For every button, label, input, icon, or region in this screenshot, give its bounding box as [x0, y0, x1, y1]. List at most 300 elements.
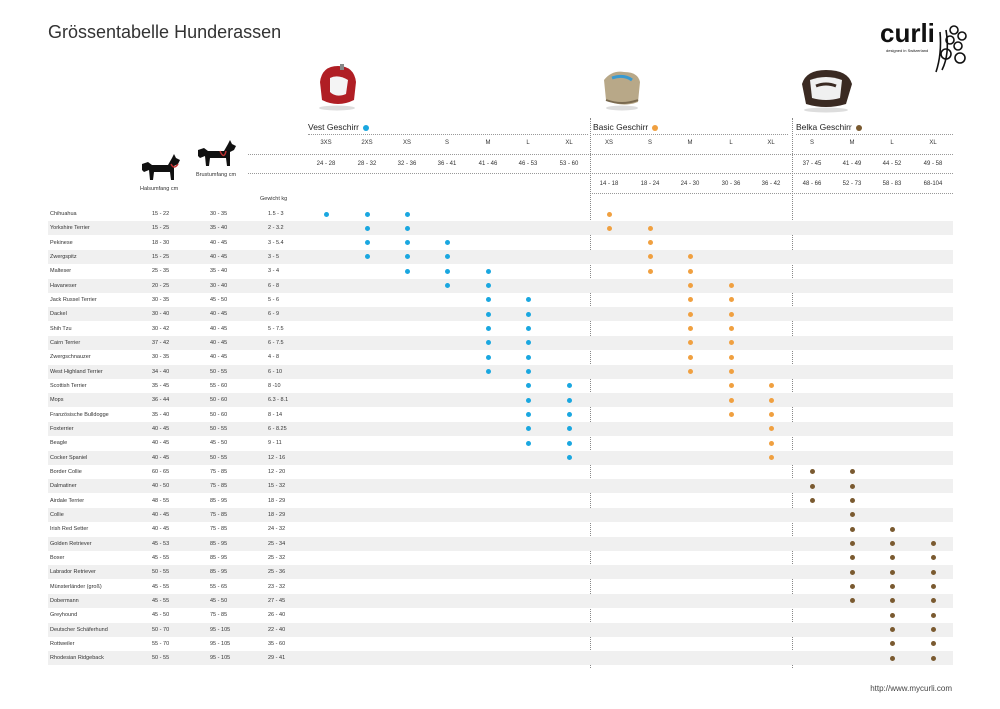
- chest-value: 50 - 60: [210, 411, 228, 418]
- breed-name: Dobermann: [50, 597, 79, 604]
- weight-value: 1.5 - 3: [268, 211, 284, 217]
- table-row: [48, 393, 953, 407]
- weight-value: 35 - 60: [268, 640, 286, 647]
- basic-size-m: M: [687, 140, 693, 146]
- table-row: [48, 451, 953, 465]
- chest-value: 50 - 55: [210, 425, 228, 432]
- chest-value: 40 - 45: [210, 325, 228, 332]
- weight-value: 27 - 45: [268, 597, 286, 604]
- basic-fit-dot: [729, 383, 734, 388]
- chest-value: 55 - 65: [210, 583, 228, 590]
- weight-value: 8 - 14: [268, 411, 283, 418]
- neck-value: 30 - 35: [152, 296, 170, 303]
- vest-title: [308, 122, 369, 132]
- basic-fit-dot: [729, 283, 734, 288]
- weight-value: 6 - 7.5: [268, 339, 284, 346]
- basic-fit-dot: [769, 455, 774, 460]
- vest-fit-dot: [445, 269, 450, 274]
- vest-fit-dot: [486, 312, 491, 317]
- vest-fit-dot: [365, 226, 370, 231]
- vest-harness-image: [312, 60, 362, 112]
- breed-name: Dalmatiner: [50, 483, 77, 490]
- weight-value: 5 - 6: [268, 296, 280, 303]
- belka-size-s: S: [809, 140, 815, 146]
- belka-fit-dot: [850, 484, 855, 489]
- basic-fit-dot: [688, 326, 693, 331]
- vest-range-top: 46 - 53: [518, 161, 538, 167]
- belka-fit-dot: [890, 555, 895, 560]
- header-rule: [796, 134, 953, 135]
- breed-name: Mops: [50, 397, 64, 404]
- vest-title-text: Vest Geschirr: [308, 122, 360, 132]
- curli-logo: [880, 14, 970, 76]
- basic-range-bottom: 30 - 36: [721, 181, 741, 187]
- breed-name: Greyhound: [50, 612, 78, 619]
- basic-size-xs: XS: [604, 140, 614, 146]
- basic-fit-dot: [688, 254, 693, 259]
- table-row: [48, 221, 953, 235]
- neck-value: 45 - 50: [152, 612, 170, 619]
- basic-legend-dot: [652, 125, 658, 131]
- weight-value: 2 - 3.2: [268, 225, 284, 232]
- breed-name: West Highland Terrier: [50, 368, 103, 375]
- belka-fit-dot: [850, 584, 855, 589]
- belka-range-top: 49 - 58: [923, 161, 943, 167]
- header-rule: [593, 134, 788, 135]
- basic-fit-dot: [688, 312, 693, 317]
- vest-size-l: L: [526, 140, 530, 146]
- weight-value: 25 - 36: [268, 569, 286, 576]
- neck-value: 50 - 55: [152, 569, 170, 576]
- breed-name: Golden Retriever: [50, 540, 92, 547]
- header-rule: [248, 154, 953, 155]
- breed-name: Zwergspitz: [50, 253, 77, 260]
- vest-range-top: 28 - 32: [357, 161, 377, 167]
- belka-fit-dot: [890, 570, 895, 575]
- basic-fit-dot: [688, 369, 693, 374]
- vest-legend-dot: [363, 125, 369, 131]
- breed-name: Foxterrier: [50, 425, 74, 432]
- neck-value: 40 - 45: [152, 526, 170, 533]
- weight-value: 12 - 16: [268, 454, 286, 461]
- vest-fit-dot: [567, 441, 572, 446]
- breed-name: Chihuahua: [50, 211, 77, 217]
- basic-fit-dot: [769, 398, 774, 403]
- vest-fit-dot: [526, 340, 531, 345]
- basic-fit-dot: [607, 212, 612, 217]
- basic-fit-dot: [648, 254, 653, 259]
- vest-range-top: 32 - 36: [397, 161, 417, 167]
- vest-fit-dot: [486, 340, 491, 345]
- table-row: [48, 537, 953, 551]
- neck-value: 20 - 25: [152, 282, 170, 289]
- belka-range-bottom: 48 - 66: [802, 181, 822, 187]
- vest-fit-dot: [324, 212, 329, 217]
- vest-size-s: S: [444, 140, 450, 146]
- table-row: [48, 379, 953, 393]
- basic-fit-dot: [729, 312, 734, 317]
- weight-value: 6.3 - 8.1: [268, 397, 289, 404]
- belka-title-text: Belka Geschirr: [796, 122, 852, 132]
- neck-value: 40 - 45: [152, 425, 170, 432]
- breed-name: Shih Tzu: [50, 325, 72, 332]
- table-row: [48, 551, 953, 565]
- vest-fit-dot: [526, 398, 531, 403]
- vest-fit-dot: [486, 283, 491, 288]
- basic-fit-dot: [729, 355, 734, 360]
- breed-name: Cocker Spaniel: [50, 454, 88, 461]
- chest-value: 85 - 95: [210, 540, 228, 547]
- chest-value: 35 - 40: [210, 268, 228, 275]
- neck-value: 25 - 35: [152, 268, 170, 275]
- weight-value: 4 - 8: [268, 354, 280, 361]
- weight-value: 8 -10: [268, 382, 281, 389]
- basic-range-bottom: 14 - 18: [599, 181, 619, 187]
- vest-fit-dot: [445, 240, 450, 245]
- weight-value: 6 - 8: [268, 282, 280, 289]
- table-row: [48, 236, 953, 250]
- table-row: [48, 350, 953, 364]
- vest-fit-dot: [526, 441, 531, 446]
- basic-fit-dot: [688, 283, 693, 288]
- breed-name: Collie: [50, 511, 64, 518]
- vest-fit-dot: [567, 383, 572, 388]
- vest-fit-dot: [486, 326, 491, 331]
- basic-fit-dot: [688, 340, 693, 345]
- table-row: [48, 594, 953, 608]
- basic-range-bottom: 18 - 24: [640, 181, 660, 187]
- chest-value: 95 - 105: [210, 626, 231, 633]
- weight-value: 18 - 29: [268, 497, 286, 504]
- breed-name: Cairn Terrier: [50, 339, 81, 346]
- table-row: [48, 322, 953, 336]
- neck-value: 60 - 65: [152, 468, 170, 475]
- belka-range-top: 44 - 52: [882, 161, 902, 167]
- basic-fit-dot: [688, 297, 693, 302]
- belka-range-top: 37 - 45: [802, 161, 822, 167]
- belka-fit-dot: [890, 527, 895, 532]
- vest-fit-dot: [405, 226, 410, 231]
- neck-value: 45 - 55: [152, 554, 170, 561]
- vest-fit-dot: [526, 369, 531, 374]
- table-row: [48, 608, 953, 622]
- belka-fit-dot: [850, 498, 855, 503]
- basic-size-s: S: [647, 140, 653, 146]
- vest-fit-dot: [526, 383, 531, 388]
- breed-name: Havaneser: [50, 282, 77, 289]
- weight-value: 29 - 41: [268, 655, 286, 662]
- basic-fit-dot: [729, 297, 734, 302]
- basic-fit-dot: [648, 226, 653, 231]
- vest-range-top: 53 - 60: [559, 161, 579, 167]
- header-rule: [590, 193, 953, 194]
- vest-range-top: 24 - 28: [316, 161, 336, 167]
- belka-size-xl: XL: [929, 140, 937, 146]
- belka-fit-dot: [810, 484, 815, 489]
- belka-size-l: L: [890, 140, 894, 146]
- neck-value: 15 - 22: [152, 211, 170, 217]
- chest-value: 95 - 105: [210, 640, 231, 647]
- chest-value: 85 - 95: [210, 497, 228, 504]
- breed-name: Irish Red Setter: [50, 526, 89, 533]
- vest-size-xs: XS: [402, 140, 412, 146]
- breed-name: Scottish Terrier: [50, 382, 87, 389]
- vest-fit-dot: [445, 254, 450, 259]
- vest-fit-dot: [526, 297, 531, 302]
- belka-fit-dot: [931, 613, 936, 618]
- belka-size-m: M: [849, 140, 855, 146]
- vest-fit-dot: [405, 240, 410, 245]
- table-row: [48, 565, 953, 579]
- weight-value: 6 - 8.25: [268, 425, 287, 432]
- belka-fit-dot: [931, 656, 936, 661]
- breed-name: Jack Russel Terrier: [50, 296, 97, 303]
- neck-value: 45 - 55: [152, 583, 170, 590]
- vest-fit-dot: [365, 254, 370, 259]
- chest-value: 40 - 45: [210, 354, 228, 361]
- vest-fit-dot: [445, 283, 450, 288]
- dog-chest-icon: [194, 136, 238, 172]
- breed-name: Labrador Retriever: [50, 569, 96, 576]
- breed-name: Dackel: [50, 311, 67, 318]
- table-row: [48, 422, 953, 436]
- basic-fit-dot: [769, 441, 774, 446]
- belka-fit-dot: [931, 541, 936, 546]
- neck-value: 30 - 42: [152, 325, 170, 332]
- weight-value: 18 - 29: [268, 511, 286, 518]
- table-row: [48, 250, 953, 264]
- vest-fit-dot: [526, 412, 531, 417]
- belka-fit-dot: [890, 584, 895, 589]
- chest-value: 40 - 45: [210, 339, 228, 346]
- dog-neck-icon: [138, 150, 182, 186]
- chest-value: 40 - 45: [210, 239, 228, 246]
- vest-size-3xs: 3XS: [320, 140, 332, 146]
- belka-legend-dot: [856, 125, 862, 131]
- basic-fit-dot: [607, 226, 612, 231]
- neck-value: 34 - 40: [152, 368, 170, 375]
- belka-fit-dot: [890, 613, 895, 618]
- chest-value: 50 - 60: [210, 397, 228, 404]
- neck-value: 40 - 50: [152, 483, 170, 490]
- neck-value: 50 - 55: [152, 655, 170, 662]
- breed-name: Münsterländer (groß): [50, 583, 102, 590]
- table-row: [48, 264, 953, 278]
- table-row: [48, 623, 953, 637]
- belka-fit-dot: [890, 641, 895, 646]
- weight-value: 25 - 34: [268, 540, 286, 547]
- breed-name: Beagle: [50, 440, 68, 447]
- vest-fit-dot: [365, 240, 370, 245]
- breed-name: Französische Bulldogge: [50, 411, 109, 418]
- breed-name: Yorkshire Terrier: [50, 225, 90, 232]
- table-row: [48, 307, 953, 321]
- neck-value: 37 - 42: [152, 339, 170, 346]
- vest-fit-dot: [567, 398, 572, 403]
- belka-range-bottom: 58 - 83: [882, 181, 902, 187]
- neck-value: 30 - 40: [152, 311, 170, 318]
- belka-range-top: 41 - 49: [842, 161, 862, 167]
- vest-fit-dot: [526, 326, 531, 331]
- belka-fit-dot: [850, 512, 855, 517]
- basic-fit-dot: [729, 340, 734, 345]
- basic-title: [593, 122, 658, 132]
- weight-value: 15 - 32: [268, 483, 286, 490]
- vest-fit-dot: [567, 426, 572, 431]
- basic-title-text: Basic Geschirr: [593, 122, 649, 132]
- weight-value: 3 - 5: [268, 253, 280, 260]
- table-row: [48, 508, 953, 522]
- neck-value: 15 - 25: [152, 225, 170, 232]
- vest-fit-dot: [526, 312, 531, 317]
- vest-fit-dot: [405, 212, 410, 217]
- chest-value: 45 - 50: [210, 296, 228, 303]
- belka-range-bottom: 68-104: [923, 181, 943, 187]
- neck-value: 40 - 45: [152, 454, 170, 461]
- belka-fit-dot: [850, 555, 855, 560]
- chest-value: 50 - 55: [210, 368, 228, 375]
- weight-value: 3 - 4: [268, 268, 280, 275]
- weight-value: 6 - 9: [268, 311, 280, 318]
- chest-value: 30 - 40: [210, 282, 228, 289]
- belka-fit-dot: [850, 570, 855, 575]
- neck-value: 30 - 35: [152, 354, 170, 361]
- neck-column-header: Halsumfang cm: [140, 186, 179, 192]
- belka-harness-image: [796, 64, 856, 114]
- belka-fit-dot: [810, 469, 815, 474]
- breed-name: Malteser: [50, 268, 72, 275]
- belka-fit-dot: [890, 656, 895, 661]
- chest-value: 50 - 55: [210, 454, 228, 461]
- belka-fit-dot: [931, 555, 936, 560]
- table-row: [48, 494, 953, 508]
- basic-fit-dot: [648, 240, 653, 245]
- belka-fit-dot: [931, 570, 936, 575]
- breed-name: Rottweiler: [50, 640, 75, 647]
- vest-fit-dot: [486, 355, 491, 360]
- neck-value: 15 - 25: [152, 253, 170, 260]
- weight-value: 22 - 40: [268, 626, 286, 633]
- belka-fit-dot: [931, 598, 936, 603]
- neck-value: 45 - 55: [152, 597, 170, 604]
- weight-value: 9 - 11: [268, 440, 282, 447]
- vest-fit-dot: [526, 426, 531, 431]
- vest-range-top: 36 - 41: [437, 161, 457, 167]
- neck-value: 48 - 55: [152, 497, 170, 504]
- table-row: [48, 651, 953, 665]
- belka-range-bottom: 52 - 73: [842, 181, 862, 187]
- breed-name: Rhodesian Ridgeback: [50, 655, 104, 662]
- weight-value: 12 - 20: [268, 468, 286, 475]
- table-row: [48, 436, 953, 450]
- neck-value: 18 - 30: [152, 239, 170, 246]
- basic-size-xl: XL: [767, 140, 775, 146]
- chest-value: 30 - 35: [210, 211, 228, 217]
- breed-name: Boxer: [50, 554, 65, 561]
- chest-value: 45 - 50: [210, 597, 228, 604]
- vest-fit-dot: [567, 412, 572, 417]
- table-row: [48, 522, 953, 536]
- vest-fit-dot: [365, 212, 370, 217]
- weight-column-header: Gewicht kg: [260, 196, 288, 202]
- chest-column-header: Brustumfang cm: [196, 172, 237, 178]
- basic-harness-image: [598, 62, 646, 112]
- chest-value: 75 - 85: [210, 612, 228, 619]
- header-rule: [248, 173, 953, 174]
- chest-value: 75 - 85: [210, 468, 228, 475]
- belka-fit-dot: [810, 498, 815, 503]
- weight-value: 5 - 7.5: [268, 325, 284, 332]
- svg-text:designed in Switzerland: designed in Switzerland: [886, 48, 929, 53]
- vest-size-2xs: 2XS: [361, 140, 373, 146]
- svg-text:curli: curli: [880, 18, 935, 48]
- belka-fit-dot: [850, 527, 855, 532]
- breed-name: Zwergschnauzer: [50, 354, 91, 361]
- chest-value: 40 - 45: [210, 253, 228, 260]
- table-row: [48, 365, 953, 379]
- basic-fit-dot: [729, 412, 734, 417]
- page-title: Grössentabelle Hunderassen: [48, 22, 282, 42]
- basic-fit-dot: [648, 269, 653, 274]
- belka-fit-dot: [850, 541, 855, 546]
- breed-name: Airdale Terrier: [50, 497, 85, 504]
- belka-fit-dot: [931, 584, 936, 589]
- belka-fit-dot: [850, 469, 855, 474]
- chest-value: 75 - 85: [210, 526, 228, 533]
- table-row: [48, 293, 953, 307]
- neck-value: 35 - 45: [152, 382, 170, 389]
- basic-range-bottom: 24 - 30: [680, 181, 700, 187]
- header-rule: [308, 134, 588, 135]
- chest-value: 85 - 95: [210, 569, 228, 576]
- vest-fit-dot: [567, 455, 572, 460]
- vest-fit-dot: [486, 269, 491, 274]
- table-row: [48, 408, 953, 422]
- vest-fit-dot: [405, 254, 410, 259]
- basic-range-bottom: 36 - 42: [761, 181, 781, 187]
- belka-fit-dot: [931, 641, 936, 646]
- weight-value: 26 - 40: [268, 612, 286, 619]
- weight-value: 23 - 32: [268, 583, 286, 590]
- weight-value: 24 - 32: [268, 526, 286, 533]
- vest-fit-dot: [405, 269, 410, 274]
- basic-fit-dot: [688, 355, 693, 360]
- website-url: http://www.mycurli.com: [870, 684, 952, 693]
- vest-range-top: 41 - 46: [478, 161, 498, 167]
- belka-fit-dot: [931, 627, 936, 632]
- neck-value: 45 - 53: [152, 540, 170, 547]
- basic-fit-dot: [769, 412, 774, 417]
- basic-fit-dot: [769, 426, 774, 431]
- vest-fit-dot: [526, 355, 531, 360]
- table-row: [48, 580, 953, 594]
- basic-size-l: L: [729, 140, 733, 146]
- belka-fit-dot: [890, 541, 895, 546]
- table-row: [48, 336, 953, 350]
- table-row: [48, 279, 953, 293]
- breed-name: Pekinese: [50, 239, 73, 246]
- breed-name: Deutscher Schäferhund: [50, 626, 108, 633]
- belka-title: [796, 122, 862, 132]
- belka-fit-dot: [850, 598, 855, 603]
- breed-name: Border Collie: [50, 468, 82, 475]
- neck-value: 55 - 70: [152, 640, 170, 647]
- table-row: [48, 479, 953, 493]
- belka-fit-dot: [890, 627, 895, 632]
- chest-value: 55 - 60: [210, 382, 228, 389]
- neck-value: 50 - 70: [152, 626, 170, 633]
- chest-value: 85 - 95: [210, 554, 228, 561]
